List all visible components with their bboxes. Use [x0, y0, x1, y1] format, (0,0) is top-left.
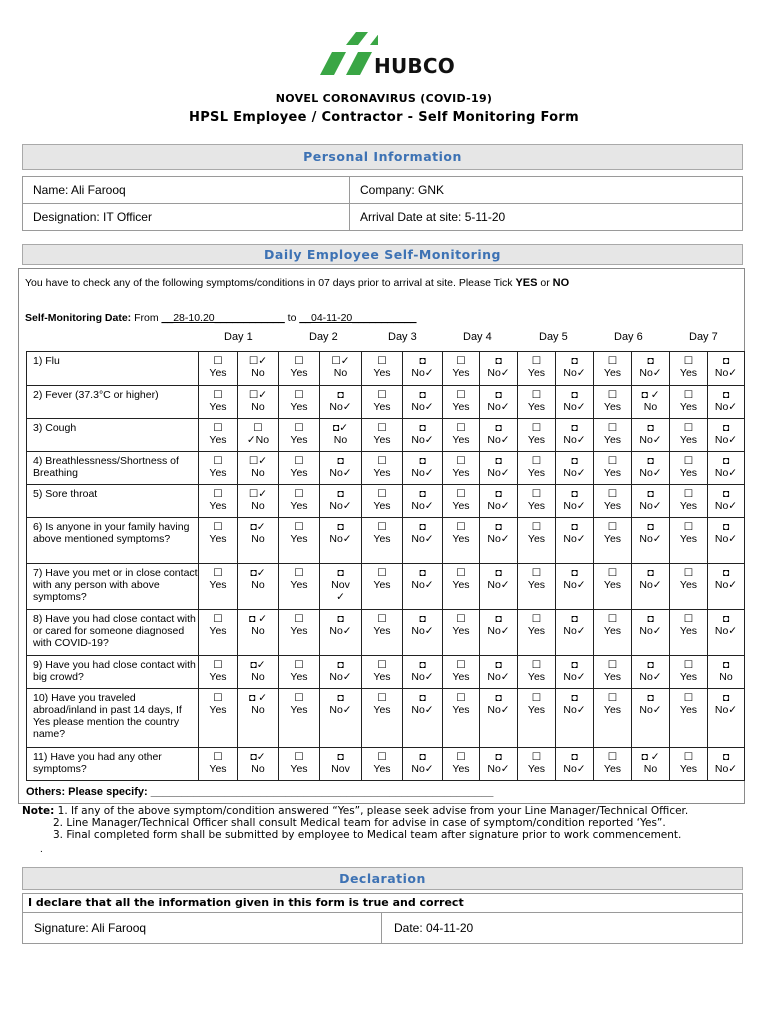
- yes-checkbox-cell[interactable]: ☐ Yes: [443, 564, 480, 610]
- yes-checkbox-cell[interactable]: ☐ Yes: [362, 352, 403, 386]
- no-checkbox-cell[interactable]: ◘✓ No: [238, 518, 279, 564]
- yes-checkbox-cell[interactable]: ☐ Yes: [594, 485, 632, 518]
- no-checkbox-cell[interactable]: ◘ No✓: [480, 518, 518, 564]
- no-checkbox-cell[interactable]: ◘ No✓: [556, 689, 594, 748]
- declaration-divider: [22, 912, 743, 913]
- no-checkbox-cell[interactable]: ☐✓ No: [320, 352, 362, 386]
- yes-checkbox-cell[interactable]: ☐ Yes: [670, 419, 708, 452]
- no-checkbox-cell[interactable]: ◘ No✓: [320, 485, 362, 518]
- symptom-question: 2) Fever (37.3°C or higher): [27, 386, 199, 419]
- stray-dot: .: [40, 844, 43, 855]
- no-checkbox-cell[interactable]: ◘ ✓ No: [238, 610, 279, 656]
- declaration-statement: I declare that all the information given in this form is true and correct: [28, 896, 464, 909]
- yes-checkbox-cell[interactable]: ☐ Yes: [279, 386, 320, 419]
- declaration-heading: Declaration: [22, 867, 743, 890]
- yes-checkbox-cell[interactable]: ☐ Yes: [594, 452, 632, 485]
- no-checkbox-cell[interactable]: ☐✓ No: [238, 386, 279, 419]
- no-checkbox-cell[interactable]: ◘ No✓: [480, 419, 518, 452]
- no-checkbox-cell[interactable]: ◘ No✓: [480, 485, 518, 518]
- yes-checkbox-cell[interactable]: ☐ Yes: [594, 564, 632, 610]
- yes-checkbox-cell[interactable]: ☐ Yes: [362, 386, 403, 419]
- no-checkbox-cell[interactable]: ◘ No✓: [556, 386, 594, 419]
- table-row: [27, 656, 745, 689]
- no-checkbox-cell[interactable]: ◘ No✓: [708, 610, 745, 656]
- table-row: [27, 485, 745, 518]
- yes-checkbox-cell[interactable]: ☐ Yes: [670, 452, 708, 485]
- yes-checkbox-cell[interactable]: ☐ Yes: [518, 518, 556, 564]
- day-5-header: Day 5: [539, 331, 568, 343]
- yes-checkbox-cell[interactable]: ☐ Yes: [670, 689, 708, 748]
- from-label: From: [131, 312, 162, 324]
- no-checkbox-cell[interactable]: ◘ No✓: [480, 386, 518, 419]
- table-row: [27, 564, 745, 610]
- yes-checkbox-cell[interactable]: ☐ Yes: [279, 419, 320, 452]
- symptom-question: 11) Have you had any other symptoms?: [27, 748, 199, 781]
- symptom-question: 1) Flu: [27, 352, 199, 386]
- no-checkbox-cell[interactable]: ◘ No✓: [556, 452, 594, 485]
- no-checkbox-cell[interactable]: ◘ No✓: [480, 564, 518, 610]
- yes-checkbox-cell[interactable]: ☐ Yes: [199, 452, 238, 485]
- no-checkbox-cell[interactable]: ◘ No✓: [480, 452, 518, 485]
- yes-checkbox-cell[interactable]: ☐ Yes: [670, 386, 708, 419]
- no-checkbox-cell[interactable]: ◘ No✓: [632, 564, 670, 610]
- no-checkbox-cell[interactable]: ◘ No✓: [708, 485, 745, 518]
- yes-checkbox-cell[interactable]: ☐ Yes: [199, 564, 238, 610]
- yes-checkbox-cell[interactable]: ☐ Yes: [518, 689, 556, 748]
- yes-checkbox-cell[interactable]: ☐ Yes: [518, 386, 556, 419]
- symptom-question: 7) Have you met or in close contact with any person with above symptoms?: [27, 564, 199, 610]
- day-7-header: Day 7: [689, 331, 718, 343]
- no-checkbox-cell[interactable]: ◘✓ No: [238, 564, 279, 610]
- no-checkbox-cell[interactable]: ◘ No✓: [403, 419, 443, 452]
- yes-checkbox-cell[interactable]: ☐ Yes: [279, 564, 320, 610]
- no-checkbox-cell[interactable]: ◘ No✓: [403, 452, 443, 485]
- yes-checkbox-cell[interactable]: ☐ Yes: [518, 452, 556, 485]
- no-checkbox-cell[interactable]: ◘ No✓: [632, 485, 670, 518]
- no-checkbox-cell[interactable]: ◘ No✓: [403, 352, 443, 386]
- no-checkbox-cell[interactable]: ◘ No✓: [708, 748, 745, 781]
- yes-checkbox-cell[interactable]: ☐ Yes: [279, 485, 320, 518]
- table-row: [27, 419, 745, 452]
- yes-checkbox-cell[interactable]: ☐ Yes: [279, 518, 320, 564]
- no-checkbox-cell[interactable]: ◘ No✓: [556, 352, 594, 386]
- no-checkbox-cell[interactable]: ◘ No✓: [632, 419, 670, 452]
- no-checkbox-cell[interactable]: ◘ No✓: [632, 518, 670, 564]
- no-checkbox-cell[interactable]: ◘ No✓: [403, 748, 443, 781]
- yes-checkbox-cell[interactable]: ☐ Yes: [518, 564, 556, 610]
- yes-checkbox-cell[interactable]: ☐ Yes: [443, 386, 480, 419]
- no-checkbox-cell[interactable]: ◘ No✓: [708, 564, 745, 610]
- yes-checkbox-cell[interactable]: ☐ Yes: [279, 610, 320, 656]
- yes-checkbox-cell[interactable]: ☐ Yes: [518, 656, 556, 689]
- declaration-column-divider: [381, 912, 382, 944]
- yes-checkbox-cell[interactable]: ☐ Yes: [279, 656, 320, 689]
- no-checkbox-cell[interactable]: ◘ No✓: [556, 748, 594, 781]
- to-label: to: [284, 312, 300, 324]
- yes-checkbox-cell[interactable]: ☐ Yes: [199, 386, 238, 419]
- no-checkbox-cell[interactable]: ◘ No✓: [708, 419, 745, 452]
- yes-checkbox-cell[interactable]: ☐ Yes: [199, 419, 238, 452]
- declaration-date-field: Date: 04-11-20: [394, 921, 474, 935]
- no-checkbox-cell[interactable]: ◘ No✓: [556, 419, 594, 452]
- no-checkbox-cell[interactable]: ◘ No✓: [556, 564, 594, 610]
- table-row: [27, 748, 745, 781]
- no-checkbox-cell[interactable]: ◘ No✓: [403, 386, 443, 419]
- yes-checkbox-cell[interactable]: ☐ Yes: [594, 518, 632, 564]
- hubco-leaf-icon: [318, 30, 378, 80]
- monitoring-date-line: [25, 312, 417, 324]
- no-checkbox-cell[interactable]: ◘ No✓: [708, 689, 745, 748]
- yes-checkbox-cell[interactable]: ☐ Yes: [670, 485, 708, 518]
- form-title-line1: NOVEL CORONAVIRUS (COVID-19): [275, 92, 493, 105]
- no-checkbox-cell[interactable]: ◘ No✓: [632, 656, 670, 689]
- arrival-date-cell: Arrival Date at site: 5-11-20: [350, 204, 743, 231]
- yes-checkbox-cell[interactable]: ☐ Yes: [443, 748, 480, 781]
- no-checkbox-cell[interactable]: ◘ No✓: [320, 610, 362, 656]
- yes-checkbox-cell[interactable]: ☐ Yes: [443, 689, 480, 748]
- yes-checkbox-cell[interactable]: ☐ Yes: [362, 748, 403, 781]
- yes-checkbox-cell[interactable]: ☐ Yes: [443, 452, 480, 485]
- no-checkbox-cell[interactable]: ◘ No✓: [632, 610, 670, 656]
- no-checkbox-cell[interactable]: ◘ No✓: [708, 452, 745, 485]
- no-checkbox-cell[interactable]: ◘ No✓: [632, 689, 670, 748]
- symptom-grid: [26, 351, 745, 781]
- yes-checkbox-cell[interactable]: ☐ Yes: [443, 485, 480, 518]
- personal-info-table: [22, 176, 743, 231]
- yes-checkbox-cell[interactable]: ☐ Yes: [594, 610, 632, 656]
- no-checkbox-cell[interactable]: ◘ No✓: [708, 386, 745, 419]
- yes-checkbox-cell[interactable]: ☐ Yes: [443, 352, 480, 386]
- yes-checkbox-cell[interactable]: ☐ Yes: [362, 485, 403, 518]
- no-checkbox-cell[interactable]: ◘ ✓ No: [238, 689, 279, 748]
- hubco-logo: [318, 30, 458, 80]
- yes-checkbox-cell[interactable]: ☐ Yes: [518, 352, 556, 386]
- yes-checkbox-cell[interactable]: ☐ Yes: [518, 485, 556, 518]
- note-line-1: [22, 805, 688, 817]
- symptom-question: 10) Have you traveled abroad/inland in past 14 days, If Yes please mention the country name?: [27, 689, 199, 748]
- from-date-value: __28-10.20____________: [161, 312, 285, 324]
- no-checkbox-cell[interactable]: ◘✓ No: [238, 748, 279, 781]
- yes-checkbox-cell[interactable]: ☐ Yes: [670, 518, 708, 564]
- symptom-question: 8) Have you had close contact with or cared for someone diagnosed with COVID-19?: [27, 610, 199, 656]
- table-row: [27, 518, 745, 564]
- yes-checkbox-cell[interactable]: ☐ Yes: [518, 419, 556, 452]
- yes-checkbox-cell[interactable]: ☐ Yes: [199, 352, 238, 386]
- yes-checkbox-cell[interactable]: ☐ Yes: [279, 352, 320, 386]
- yes-checkbox-cell[interactable]: ☐ Yes: [594, 352, 632, 386]
- no-checkbox-cell[interactable]: ◘ No✓: [480, 748, 518, 781]
- yes-checkbox-cell[interactable]: ☐ Yes: [362, 452, 403, 485]
- yes-checkbox-cell[interactable]: ☐ Yes: [199, 518, 238, 564]
- instruction-no: NO: [552, 277, 570, 289]
- yes-checkbox-cell[interactable]: ☐ Yes: [670, 564, 708, 610]
- table-row: [27, 689, 745, 748]
- day-4-header: Day 4: [463, 331, 492, 343]
- no-checkbox-cell[interactable]: ◘ No✓: [708, 518, 745, 564]
- designation-cell: Designation: IT Officer: [23, 204, 350, 231]
- no-checkbox-cell[interactable]: ◘ No✓: [403, 689, 443, 748]
- yes-checkbox-cell[interactable]: ☐ Yes: [279, 452, 320, 485]
- yes-checkbox-cell[interactable]: ☐ Yes: [199, 656, 238, 689]
- symptom-question: 3) Cough: [27, 419, 199, 452]
- yes-checkbox-cell[interactable]: ☐ Yes: [670, 748, 708, 781]
- day-2-header: Day 2: [309, 331, 338, 343]
- form-title-line2: HPSL Employee / Contractor - Self Monitoring Form: [189, 110, 579, 125]
- logo-wordmark: HUBCO: [374, 54, 455, 78]
- personal-info-heading: Personal Information: [22, 144, 743, 170]
- no-checkbox-cell[interactable]: ◘ No✓: [480, 352, 518, 386]
- to-date-value: __04-11-20___________: [299, 312, 417, 324]
- day-6-header: Day 6: [614, 331, 643, 343]
- note-line-2: 2. Line Manager/Technical Officer shall consult Medical team for advise in case of symptom/condition reported ‘Yes”.: [53, 817, 666, 829]
- yes-checkbox-cell[interactable]: ☐ Yes: [594, 748, 632, 781]
- yes-checkbox-cell[interactable]: ☐ Yes: [199, 689, 238, 748]
- yes-checkbox-cell[interactable]: ☐ Yes: [670, 610, 708, 656]
- no-checkbox-cell[interactable]: ☐ ✓No: [238, 419, 279, 452]
- yes-checkbox-cell[interactable]: ☐ Yes: [594, 656, 632, 689]
- no-checkbox-cell[interactable]: ☐✓ No: [238, 452, 279, 485]
- day-1-header: Day 1: [224, 331, 253, 343]
- no-checkbox-cell[interactable]: ◘ No✓: [320, 518, 362, 564]
- yes-checkbox-cell[interactable]: ☐ Yes: [279, 748, 320, 781]
- name-cell: Name: Ali Farooq: [23, 177, 350, 204]
- note-label: Note:: [22, 805, 55, 817]
- no-checkbox-cell[interactable]: ◘ No✓: [708, 352, 745, 386]
- no-checkbox-cell[interactable]: ◘ No✓: [403, 518, 443, 564]
- no-checkbox-cell[interactable]: ◘✓ No: [238, 656, 279, 689]
- instruction-text: [25, 277, 569, 289]
- company-cell: Company: GNK: [350, 177, 743, 204]
- instruction-main: You have to check any of the following symptoms/conditions in 07 days prior to arrival at site. Please Tick: [25, 277, 516, 289]
- yes-checkbox-cell[interactable]: ☐ Yes: [443, 610, 480, 656]
- no-checkbox-cell[interactable]: ◘ No✓: [480, 610, 518, 656]
- yes-checkbox-cell[interactable]: ☐ Yes: [362, 419, 403, 452]
- yes-checkbox-cell[interactable]: ☐ Yes: [594, 419, 632, 452]
- symptom-question: 4) Breathlessness/Shortness of Breathing: [27, 452, 199, 485]
- daily-monitoring-heading: Daily Employee Self-Monitoring: [22, 244, 743, 265]
- table-row: [27, 610, 745, 656]
- no-checkbox-cell[interactable]: ◘ No✓: [320, 452, 362, 485]
- yes-checkbox-cell[interactable]: ☐ Yes: [362, 610, 403, 656]
- yes-checkbox-cell[interactable]: ☐ Yes: [670, 352, 708, 386]
- table-row: [27, 352, 745, 386]
- no-checkbox-cell[interactable]: ◘ No✓: [632, 452, 670, 485]
- symptom-question: 6) Is anyone in your family having above mentioned symptoms?: [27, 518, 199, 564]
- no-checkbox-cell[interactable]: ☐✓ No: [238, 352, 279, 386]
- yes-checkbox-cell[interactable]: ☐ Yes: [199, 610, 238, 656]
- note-text-1: 1. If any of the above symptom/condition answered “Yes”, please seek advise from your Line Manager/Technical Officer.: [54, 805, 689, 817]
- yes-checkbox-cell[interactable]: ☐ Yes: [518, 610, 556, 656]
- yes-checkbox-cell[interactable]: ☐ Yes: [594, 689, 632, 748]
- no-checkbox-cell[interactable]: ◘ No✓: [480, 689, 518, 748]
- yes-checkbox-cell[interactable]: ☐ Yes: [594, 386, 632, 419]
- table-row: [27, 386, 745, 419]
- yes-checkbox-cell[interactable]: ☐ Yes: [199, 748, 238, 781]
- no-checkbox-cell[interactable]: ◘ No✓: [632, 352, 670, 386]
- no-checkbox-cell[interactable]: ◘ No✓: [320, 386, 362, 419]
- no-checkbox-cell[interactable]: ◘ No✓: [556, 518, 594, 564]
- no-checkbox-cell[interactable]: ◘ No✓: [403, 656, 443, 689]
- no-checkbox-cell[interactable]: ◘ No✓: [556, 485, 594, 518]
- no-checkbox-cell[interactable]: ◘ ✓ No: [632, 386, 670, 419]
- monitoring-date-label: Self-Monitoring Date:: [25, 312, 132, 324]
- no-checkbox-cell[interactable]: ◘ No✓: [320, 689, 362, 748]
- no-checkbox-cell[interactable]: ◘ Nov: [320, 748, 362, 781]
- instruction-yes: YES: [515, 277, 538, 289]
- no-checkbox-cell[interactable]: ◘✓ No: [320, 419, 362, 452]
- yes-checkbox-cell[interactable]: ☐ Yes: [670, 656, 708, 689]
- no-checkbox-cell[interactable]: ◘ Nov ✓: [320, 564, 362, 610]
- no-checkbox-cell[interactable]: ◘ No✓: [403, 485, 443, 518]
- yes-checkbox-cell[interactable]: ☐ Yes: [518, 748, 556, 781]
- symptom-question: 5) Sore throat: [27, 485, 199, 518]
- others-specify: [26, 786, 493, 798]
- yes-checkbox-cell[interactable]: ☐ Yes: [362, 564, 403, 610]
- symptom-question: 9) Have you had close contact with big crowd?: [27, 656, 199, 689]
- yes-checkbox-cell[interactable]: ☐ Yes: [443, 656, 480, 689]
- yes-checkbox-cell[interactable]: ☐ Yes: [362, 656, 403, 689]
- day-3-header: Day 3: [388, 331, 417, 343]
- yes-checkbox-cell[interactable]: ☐ Yes: [443, 518, 480, 564]
- note-line-3: 3. Final completed form shall be submitted by employee to Medical team after signature prior to work commencement.: [53, 829, 682, 841]
- table-row: [27, 452, 745, 485]
- no-checkbox-cell[interactable]: ◘ No✓: [556, 656, 594, 689]
- yes-checkbox-cell[interactable]: ☐ Yes: [443, 419, 480, 452]
- others-label: Others: Please specify: ________________________________________________________: [26, 786, 494, 798]
- signature-field: Signature: Ali Farooq: [34, 921, 147, 935]
- no-checkbox-cell[interactable]: ◘ No✓: [403, 610, 443, 656]
- no-checkbox-cell[interactable]: ◘ ✓ No: [632, 748, 670, 781]
- no-checkbox-cell[interactable]: ◘ No✓: [403, 564, 443, 610]
- yes-checkbox-cell[interactable]: ☐ Yes: [279, 689, 320, 748]
- no-checkbox-cell[interactable]: ◘ No✓: [480, 656, 518, 689]
- yes-checkbox-cell[interactable]: ☐ Yes: [362, 689, 403, 748]
- yes-checkbox-cell[interactable]: ☐ Yes: [362, 518, 403, 564]
- no-checkbox-cell[interactable]: ◘ No: [708, 656, 745, 689]
- no-checkbox-cell[interactable]: ☐✓ No: [238, 485, 279, 518]
- no-checkbox-cell[interactable]: ◘ No✓: [320, 656, 362, 689]
- no-checkbox-cell[interactable]: ◘ No✓: [556, 610, 594, 656]
- yes-checkbox-cell[interactable]: ☐ Yes: [199, 485, 238, 518]
- instruction-or: or: [537, 277, 553, 289]
